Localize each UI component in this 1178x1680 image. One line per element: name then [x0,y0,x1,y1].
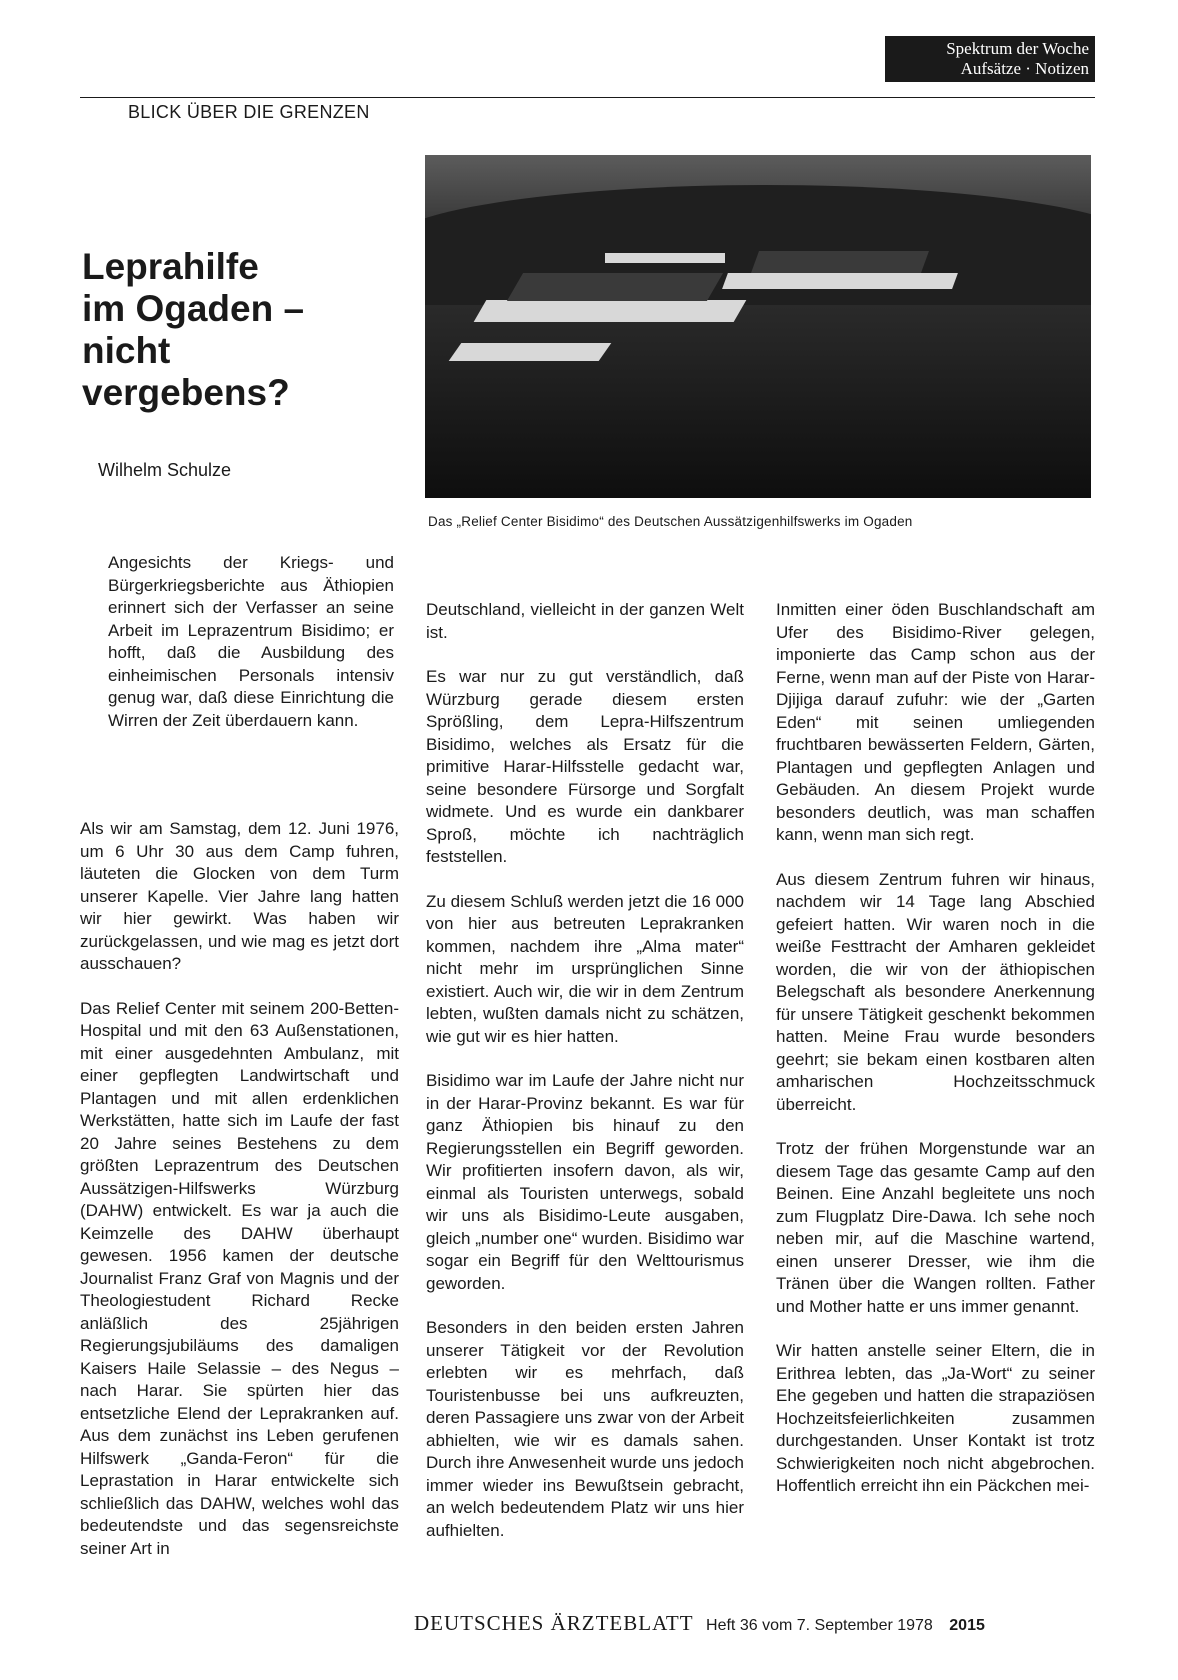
title-line: im Ogaden – [82,288,305,329]
text-column-2 [426,599,744,1542]
title-line: Leprahilfe [82,246,259,287]
paragraph: Trotz der frühen Morgenstunde war an diesem Tage das gesamte Camp auf den Beinen. Eine Anzahl begleitete uns noch zum Flugplatz Dire-Dawa. Ich sehe noch neben mir, auf die Maschine wartend, einen unserer Dresser, wie ihm die Tränen über die Wangen rollten. Father und Mother hatte er uns immer genannt. [776,1139,1095,1316]
paragraph: Aus diesem Zentrum fuhren wir hinaus, nachdem wir 14 Tage lang Abschied gefeiert hatten. Wir waren noch in die weiße Festtracht der Amharen gekleidet worden, die wir von der äthiopischen Belegschaft als besondere Anerkennung für unsere Tätigkeit geschenkt bekommen hatten. Meine Frau wurde besonders geehrt; sie bekam einen kostbaren alten amharischen Hochzeitsschmuck überreicht. [776,869,1095,1114]
photo-courtyard [507,273,723,301]
header-rule [80,97,1095,98]
journal-name: DEUTSCHES ÄRZTEBLATT [414,1611,694,1635]
paragraph: Bisidimo war im Laufe der Jahre nicht nur in der Harar-Provinz bekannt. Es war für ganz Äthiopien bis hinauf zu den Regierungsstellen ein Begriff geworden. Wir profitierten insofern davon, als wir, einmal als Touristen unterwegs, sobald wir uns als Bisidimo-Leute ausgaben, gleich „number one“ wurden. Bisidimo war sogar ein Begriff für den Welttourismus geworden. [426,1071,744,1293]
paragraph: Es war nur zu gut verständlich, daß Würzburg gerade diesem ersten Sprößling, dem Lepra-Hilfszentrum Bisidimo, welches als Ersatz für die primitive Harar-Hilfsstelle gedacht war, seine besondere Fürsorge und Sorgfalt widmete. Und es wurde ein dankbarer Sproß, möchte ich nachträglich feststellen. [426,667,744,866]
photo-courtyard [751,251,929,273]
page-number: 2015 [949,1617,985,1634]
title-line: nicht [82,330,171,371]
issue-info: Heft 36 vom 7. September 1978 [706,1617,933,1634]
photo-building [605,253,725,263]
title-line: vergebens? [82,372,290,413]
badge-line-1: Spektrum der Woche [946,39,1089,58]
page-footer [414,1611,985,1636]
article-title [82,246,382,414]
paragraph: Besonders in den beiden ersten Jahren unserer Tätigkeit vor der Revolution erlebten wir es mehrfach, daß Touristenbusse bei uns aufkreuzten, deren Passagiere uns zwar von der Arbeit abhielten, wie wir es damals sahen. Durch ihre Anwesenheit wurde uns jedoch immer wieder ins Bewußtsein gebracht, an welch bedeutendem Platz wir uns hier aufhielten. [426,1318,744,1540]
photo-caption: Das „Relief Center Bisidimo“ des Deutschen Aussätzigenhilfswerks im Ogaden [428,514,913,529]
paragraph: Zu diesem Schluß werden jetzt die 16 000 von hier aus betreuten Leprakranken kommen, nachdem ihre „Alma mater“ nicht mehr im ursprünglichen Sinne existiert. Auch wir, die wir in dem Zentrum lebten, wußten damals nicht zu schätzen, wie gut wir es hier hatten. [426,891,744,1046]
photo-building [449,343,612,361]
paragraph: Inmitten einer öden Buschlandschaft am Ufer des Bisidimo-River gelegen, imponierte das Camp schon aus der Ferne, wenn man auf der Piste von Harar-Djijiga darauf zufuhr: wie der „Garten Eden“ mit seinen umliegenden fruchtbaren bewässerten Feldern, Gärten, Plantagen und gepflegten Anlagen und Gebäuden. An diesem Projekt wurde besonders deutlich, was man schaffen kann, wenn man sich regt. [776,600,1095,844]
section-heading: BLICK ÜBER DIE GRENZEN [128,102,370,122]
photo-ground [425,305,1091,498]
photo-building [722,273,958,289]
paragraph: Wir hatten anstelle seiner Eltern, die in Erithrea lebten, das „Ja-Wort“ zu seiner Ehe gegeben und hatten die strapaziösen Hochzeitsfeierlichkeiten zusammen durchgestanden. Unser Kontakt ist trotz Schwierigkeiten noch nicht abgebrochen. Hoffentlich erreicht ihn ein Päckchen mei- [776,1341,1095,1495]
paragraph: Das Relief Center mit seinem 200-Betten-Hospital und mit den 63 Außenstationen, mit einer ausgedehnten Ambulanz, mit einer gepflegten Landwirtschaft und Plantagen und mit allen erdenklichen Werkstätten, hatte sich im Laufe der fast 20 Jahre seines Bestehens zu dem größten Leprazentrum des Deutschen Aussätzigen-Hilfswerks Würzburg (DAHW) entwickelt. Es war ja auch die Keimzelle des DAHW überhaupt gewesen. 1956 kamen der deutsche Journalist Franz Graf von Magnis und der Theologiestudent Richard Recke anläßlich des 25jährigen Regierungsjubiläums des damaligen Kaisers Haile Selassie – des Negus – nach Harar. Sie spürten hier das entsetzliche Elend der Leprakranken auf. Aus dem zunächst ins Leben gerufenen Hilfswerk „Ganda-Feron“ für die Leprastation in Harar entwickelte sich schließlich das DAHW, welches wohl das bedeutendste und das segensreichste seiner Art in [80,998,399,1558]
intro-paragraph: Angesichts der Kriegs- und Bürgerkriegsberichte aus Äthiopien erinnert sich der Verfasser an seine Arbeit im Leprazentrum Bisidimo; er hofft, daß die Ausbildung des einheimischen Personals intensiv genug war, daß diese Einrichtung die Wirren der Zeit überdauern kann. [108,553,394,730]
paragraph: Deutschland, vielleicht in der ganzen Welt ist. [426,600,744,642]
photo-building [474,300,747,322]
text-column-1 [80,818,399,1560]
author-name: Wilhelm Schulze [98,460,232,480]
text-column-3 [776,599,1095,1498]
article-photo [425,155,1091,498]
badge-line-2: Aufsätze · Notizen [960,59,1089,78]
article-intro [108,552,394,732]
paragraph: Als wir am Samstag, dem 12. Juni 1976, um 6 Uhr 30 aus dem Camp fuhren, läuteten die Glocken von dem Turm unserer Kapelle. Vier Jahre lang hatten wir hier gewirkt. Was haben wir zurückgelassen, und wie mag es jetzt dort ausschauen? [80,819,399,973]
section-badge [885,36,1095,82]
